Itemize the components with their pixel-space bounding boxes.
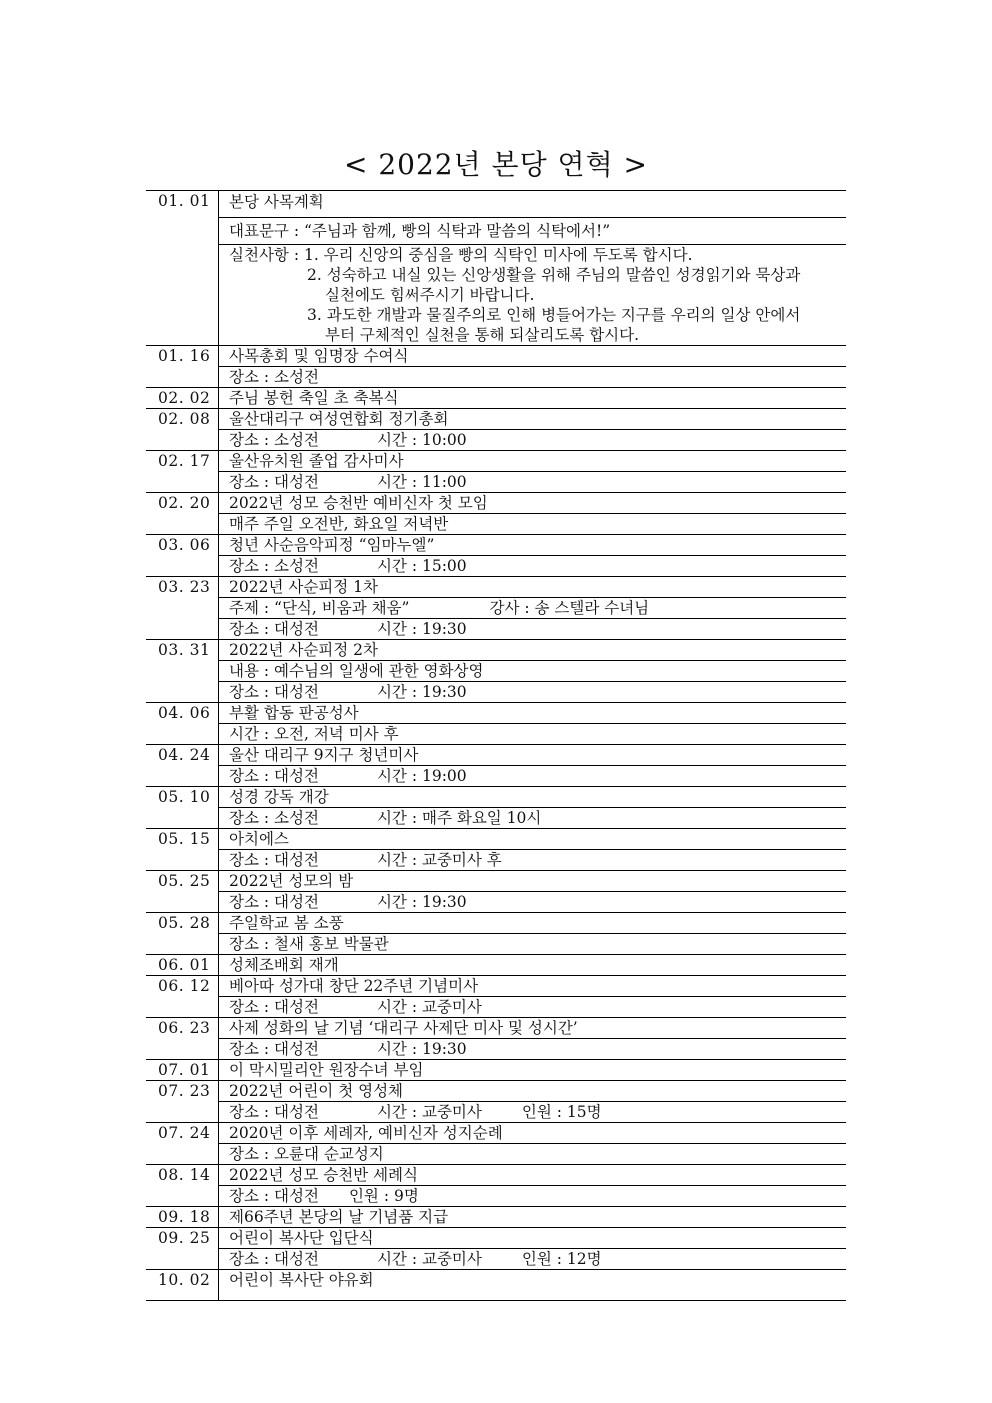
table-row — [146, 808, 846, 829]
table-row — [146, 1165, 846, 1186]
event-date: 02. 20 — [146, 493, 219, 535]
table-row — [146, 682, 846, 703]
event-title: 사목총회 및 임명장 수여식 — [219, 346, 847, 367]
event-detail — [219, 598, 847, 619]
table-row — [146, 514, 846, 535]
event-place: 장소 : 대성전 — [229, 851, 319, 869]
event-detail — [219, 472, 847, 493]
event-date: 04. 06 — [146, 703, 219, 745]
table-row — [146, 430, 846, 451]
table-row — [146, 1018, 846, 1039]
event-title: 2022년 사순피정 2차 — [219, 640, 847, 661]
table-row — [146, 245, 846, 346]
event-date: 07. 24 — [146, 1123, 219, 1165]
table-row — [146, 871, 846, 892]
event-time: 시간 : 11:00 — [376, 473, 467, 491]
event-date: 02. 08 — [146, 409, 219, 451]
event-time: 시간 : 19:30 — [376, 683, 467, 701]
table-row — [146, 598, 846, 619]
event-place: 장소 : 대성전 — [229, 1250, 319, 1268]
table-row — [146, 766, 846, 787]
event-date: 05. 28 — [146, 913, 219, 955]
event-detail — [219, 682, 847, 703]
table-row — [146, 640, 846, 661]
event-detail — [219, 892, 847, 913]
event-detail — [219, 766, 847, 787]
event-time: 시간 : 교중미사 — [376, 998, 482, 1016]
table-row — [146, 367, 846, 388]
event-place: 장소 : 대성전 — [229, 473, 319, 491]
event-title: 제66주년 본당의 날 기념품 지급 — [219, 1207, 847, 1228]
table-row — [146, 1144, 846, 1165]
page-title: < 2022년 본당 연혁 > — [343, 148, 649, 181]
table-row — [146, 556, 846, 577]
table-row — [146, 934, 846, 955]
table-row — [146, 892, 846, 913]
table-row — [146, 1249, 846, 1270]
table-row — [146, 913, 846, 934]
event-place: 장소 : 소성전 — [229, 431, 319, 449]
event-date: 09. 25 — [146, 1228, 219, 1270]
event-title: 부활 합동 판공성사 — [219, 703, 847, 724]
event-detail: 내용 : 예수님의 일생에 관한 영화상영 — [219, 661, 847, 682]
table-row — [146, 451, 846, 472]
practice-item-2-cont: 실천에도 힘써주시기 바랍니다. — [325, 286, 535, 304]
event-detail: 장소 : 오륜대 순교성지 — [219, 1144, 847, 1165]
event-date: 06. 01 — [146, 955, 219, 976]
table-row — [146, 1270, 846, 1301]
table-row — [146, 955, 846, 976]
table-row — [146, 1186, 846, 1207]
table-row — [146, 577, 846, 598]
event-place: 장소 : 소성전 — [229, 809, 319, 827]
event-date: 03. 31 — [146, 640, 219, 703]
practice-item-3-cont: 부터 구체적인 실천을 통해 되살리도록 합시다. — [325, 326, 640, 344]
practice-block — [219, 245, 847, 346]
event-place: 장소 : 대성전 — [229, 620, 319, 638]
table-row — [146, 409, 846, 430]
event-title: 어린이 복사단 입단식 — [219, 1228, 847, 1249]
event-time: 시간 : 19:00 — [376, 767, 467, 785]
event-title: 2020년 이후 세례자, 예비신자 성지순례 — [219, 1123, 847, 1144]
table-row — [146, 703, 846, 724]
table-row — [146, 850, 846, 871]
event-date: 09. 18 — [146, 1207, 219, 1228]
table-row — [146, 787, 846, 808]
event-detail — [219, 1249, 847, 1270]
table-row — [146, 191, 846, 218]
table-row — [146, 1207, 846, 1228]
event-date: 10. 02 — [146, 1270, 219, 1301]
event-title: 2022년 성모의 밤 — [219, 871, 847, 892]
event-date: 07. 23 — [146, 1081, 219, 1123]
event-detail: 매주 주일 오전반, 화요일 저녁반 — [219, 514, 847, 535]
event-date: 05. 15 — [146, 829, 219, 871]
event-date: 06. 23 — [146, 1018, 219, 1060]
table-row — [146, 346, 846, 367]
event-count: 인원 : 12명 — [521, 1250, 602, 1268]
event-detail — [219, 997, 847, 1018]
event-detail — [219, 808, 847, 829]
event-time: 시간 : 교중미사 — [376, 1103, 482, 1121]
event-time: 시간 : 10:00 — [376, 431, 467, 449]
event-date: 07. 01 — [146, 1060, 219, 1081]
event-title: 이 막시밀리안 원장수녀 부임 — [219, 1060, 847, 1081]
event-title: 성체조배회 재개 — [219, 955, 847, 976]
event-date: 02. 02 — [146, 388, 219, 409]
event-time: 시간 : 매주 화요일 10시 — [376, 809, 542, 827]
event-place: 장소 : 대성전 — [229, 683, 319, 701]
event-count: 인원 : 9명 — [348, 1187, 419, 1205]
event-date: 03. 06 — [146, 535, 219, 577]
event-lecturer: 강사 : 송 스텔라 수녀님 — [489, 599, 650, 617]
event-place: 장소 : 대성전 — [229, 998, 319, 1016]
event-detail — [219, 1039, 847, 1060]
event-count: 인원 : 15명 — [521, 1103, 602, 1121]
event-title: 울산 대리구 9지구 청년미사 — [219, 745, 847, 766]
table-row — [146, 1039, 846, 1060]
table-row — [146, 1102, 846, 1123]
event-date: 01. 01 — [146, 191, 219, 346]
event-title: 사제 성화의 날 기념 ‘대리구 사제단 미사 및 성시간’ — [219, 1018, 847, 1039]
event-theme: 주제 : “단식, 비움과 채움” — [229, 599, 410, 617]
event-title: 어린이 복사단 야유회 — [219, 1270, 847, 1301]
event-time: 시간 : 교중미사 후 — [376, 851, 502, 869]
event-date: 05. 10 — [146, 787, 219, 829]
event-title: 2022년 사순피정 1차 — [219, 577, 847, 598]
event-title: 성경 강독 개강 — [219, 787, 847, 808]
event-title: 아치에스 — [219, 829, 847, 850]
event-detail — [219, 619, 847, 640]
event-detail — [219, 1186, 847, 1207]
event-time: 시간 : 19:30 — [376, 1040, 467, 1058]
history-table — [146, 190, 846, 1301]
event-date: 08. 14 — [146, 1165, 219, 1207]
table-row — [146, 829, 846, 850]
event-title: 2022년 어린이 첫 영성체 — [219, 1081, 847, 1102]
table-row — [146, 997, 846, 1018]
event-place: 장소 : 소성전 — [229, 557, 319, 575]
event-title: 베아따 성가대 창단 22주년 기념미사 — [219, 976, 847, 997]
practice-item-3: 3. 과도한 개발과 물질주의로 인해 병들어가는 지구를 우리의 일상 안에서 — [307, 306, 801, 324]
motto-line: 대표문구 : “주님과 함께, 빵의 식탁과 말씀의 식탁에서!” — [219, 218, 847, 245]
event-detail — [219, 1102, 847, 1123]
event-title: 주님 봉헌 축일 초 축복식 — [219, 388, 847, 409]
event-time: 시간 : 15:00 — [376, 557, 467, 575]
table-row — [146, 218, 846, 245]
event-time: 시간 : 교중미사 — [376, 1250, 482, 1268]
event-title: 울산유치원 졸업 감사미사 — [219, 451, 847, 472]
event-date: 03. 23 — [146, 577, 219, 640]
practice-item-2: 2. 성숙하고 내실 있는 신앙생활을 위해 주님의 말씀인 성경읽기와 묵상과 — [307, 266, 801, 284]
table-row — [146, 724, 846, 745]
table-row — [146, 976, 846, 997]
table-row — [146, 388, 846, 409]
event-title: 주일학교 봄 소풍 — [219, 913, 847, 934]
event-detail — [219, 556, 847, 577]
event-title: 청년 사순음악피정 “임마누엘” — [219, 535, 847, 556]
event-place: 장소 : 대성전 — [229, 767, 319, 785]
practice-item-1: 실천사항 : 1. 우리 신앙의 중심을 빵의 식탁인 미사에 두도록 합시다. — [229, 246, 693, 264]
event-detail — [219, 430, 847, 451]
event-date: 04. 24 — [146, 745, 219, 787]
table-row — [146, 1060, 846, 1081]
event-detail: 장소 : 철새 홍보 박물관 — [219, 934, 847, 955]
table-row — [146, 493, 846, 514]
event-place: 장소 : 대성전 — [229, 1103, 319, 1121]
event-title: 본당 사목계획 — [219, 191, 847, 218]
event-place: 장소 : 대성전 — [229, 1187, 319, 1205]
table-row — [146, 535, 846, 556]
table-row — [146, 745, 846, 766]
event-place: 장소 : 대성전 — [229, 893, 319, 911]
event-date: 05. 25 — [146, 871, 219, 913]
event-title: 울산대리구 여성연합회 정기총회 — [219, 409, 847, 430]
event-detail — [219, 850, 847, 871]
event-date: 02. 17 — [146, 451, 219, 493]
table-row — [146, 472, 846, 493]
table-row — [146, 1081, 846, 1102]
event-place: 장소 : 대성전 — [229, 1040, 319, 1058]
table-row — [146, 1123, 846, 1144]
event-detail: 장소 : 소성전 — [219, 367, 847, 388]
event-title: 2022년 성모 승천반 세례식 — [219, 1165, 847, 1186]
event-date: 01. 16 — [146, 346, 219, 388]
event-time: 시간 : 19:30 — [376, 620, 467, 638]
event-time: 시간 : 19:30 — [376, 893, 467, 911]
table-row — [146, 1228, 846, 1249]
event-date: 06. 12 — [146, 976, 219, 1018]
event-title: 2022년 성모 승천반 예비신자 첫 모임 — [219, 493, 847, 514]
event-detail: 시간 : 오전, 저녁 미사 후 — [219, 724, 847, 745]
table-row — [146, 661, 846, 682]
table-row — [146, 619, 846, 640]
